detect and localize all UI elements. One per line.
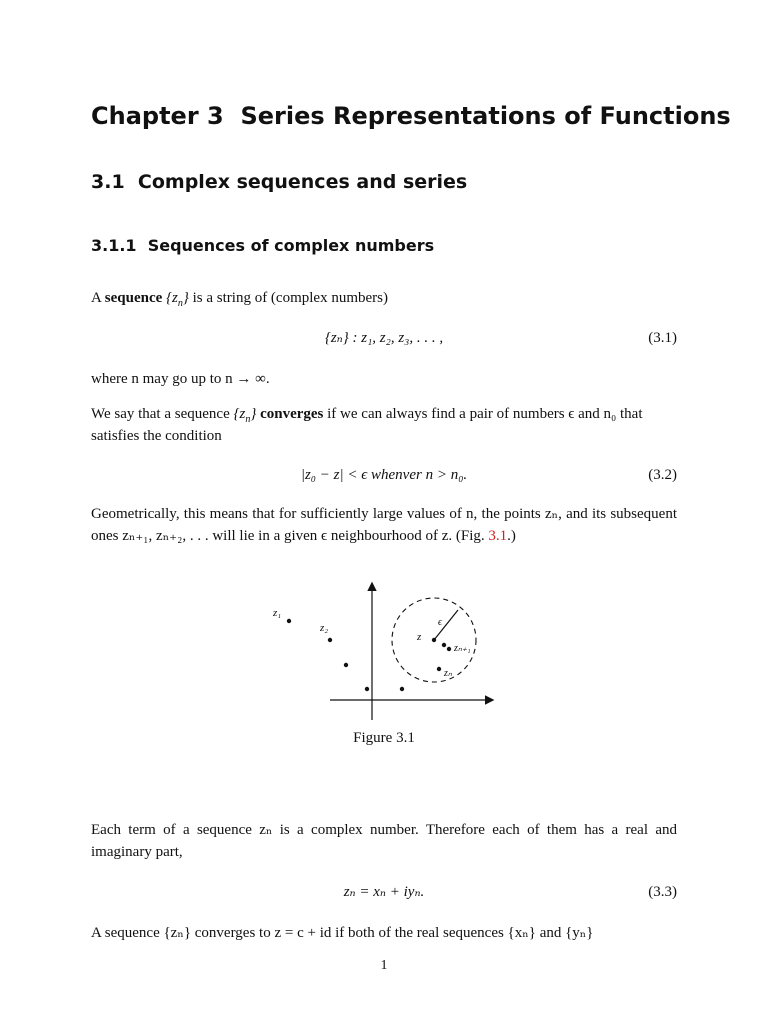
- label-zn1: zₙ₊₁: [454, 643, 471, 654]
- equation-3-3: [91, 881, 677, 903]
- equation-3-1: [91, 327, 677, 349]
- label-epsilon: ϵ: [438, 617, 443, 628]
- section-heading: [91, 171, 467, 193]
- point-zn1: [442, 643, 446, 647]
- label-z: z: [417, 631, 422, 643]
- point-z4: [365, 687, 369, 691]
- term-sequence: sequence: [104, 290, 163, 306]
- label-z2: z₂: [320, 622, 329, 634]
- equation-number: (3.3): [648, 884, 677, 900]
- term-converges: converges: [260, 406, 324, 422]
- paragraph-text: is a string of (complex numbers): [188, 290, 388, 306]
- label-zn: zₙ: [444, 668, 452, 679]
- chapter-number: Chapter 3: [91, 102, 224, 130]
- paragraph-sequence-definition: [91, 287, 677, 309]
- paragraph-convergence-condition: [91, 922, 677, 944]
- subsection-title: Sequences of complex numbers: [147, 236, 435, 255]
- paragraph-text: Geometrically, this means that for sufficiently large values of n, the points zₙ, and its subsequent ones zₙ₊₁, zₙ₊₂, . . . will lie in a given ϵ neighbourhood of z. (Fig. 3.1.): [91, 506, 677, 544]
- chapter-title: Series Representations of Functions: [240, 102, 731, 130]
- equation-body: |z₀ − z| < ϵ whenver n > n₀.: [300, 467, 468, 483]
- page-number: 1: [380, 958, 388, 973]
- label-z1: z₁: [273, 607, 282, 619]
- section-number: 3.1: [91, 171, 125, 193]
- subsection-number: 3.1.1: [91, 236, 137, 255]
- chapter-heading: [91, 102, 731, 130]
- paragraph-text: Each term of a sequence zₙ is a complex number. Therefore each of them has a real and imaginary part,: [91, 822, 677, 860]
- figure-reference-link[interactable]: 3.1: [488, 528, 508, 544]
- equation-body: {zₙ} : z₁, z₂, z₃, . . . ,: [324, 330, 444, 346]
- figure-caption: Figure 3.1: [353, 730, 415, 746]
- paragraph-real-imaginary: [91, 819, 677, 863]
- point-z2: [328, 638, 332, 642]
- paragraph-text: A sequence {zₙ} converges to z = c + id if both of the real sequences {xₙ} and {yₙ}: [91, 925, 594, 941]
- inline-math-zn: $\{z_n\}$: [166, 290, 189, 309]
- point-z1: [287, 619, 291, 623]
- paragraph-text: A: [91, 290, 105, 306]
- point-z5: [400, 687, 404, 691]
- equation-number: (3.2): [648, 467, 677, 483]
- subsection-heading: [91, 236, 434, 255]
- point-zn: [437, 667, 441, 671]
- paragraph-text: if we can always find a pair of numbers ϵ and n₀ that satisfies the condition: [91, 406, 643, 444]
- equation-number: (3.1): [648, 330, 677, 346]
- figure-sequence-convergence: [260, 572, 510, 722]
- paragraph-convergence: [91, 403, 677, 447]
- paragraph-text: We say that a sequence: [91, 406, 234, 422]
- inline-math-zn: $\{z_n\}$: [233, 406, 257, 425]
- point-limit-z: [432, 638, 436, 642]
- section-title: Complex sequences and series: [137, 171, 468, 193]
- paragraph-n-limit: where n may go up to n → ∞.: [91, 371, 270, 387]
- equation-3-2: [91, 464, 677, 486]
- point-zn2: [447, 647, 451, 651]
- paragraph-geometric-meaning: [91, 503, 677, 547]
- equation-body: zₙ = xₙ + iyₙ.: [343, 884, 425, 900]
- point-z3: [344, 663, 348, 667]
